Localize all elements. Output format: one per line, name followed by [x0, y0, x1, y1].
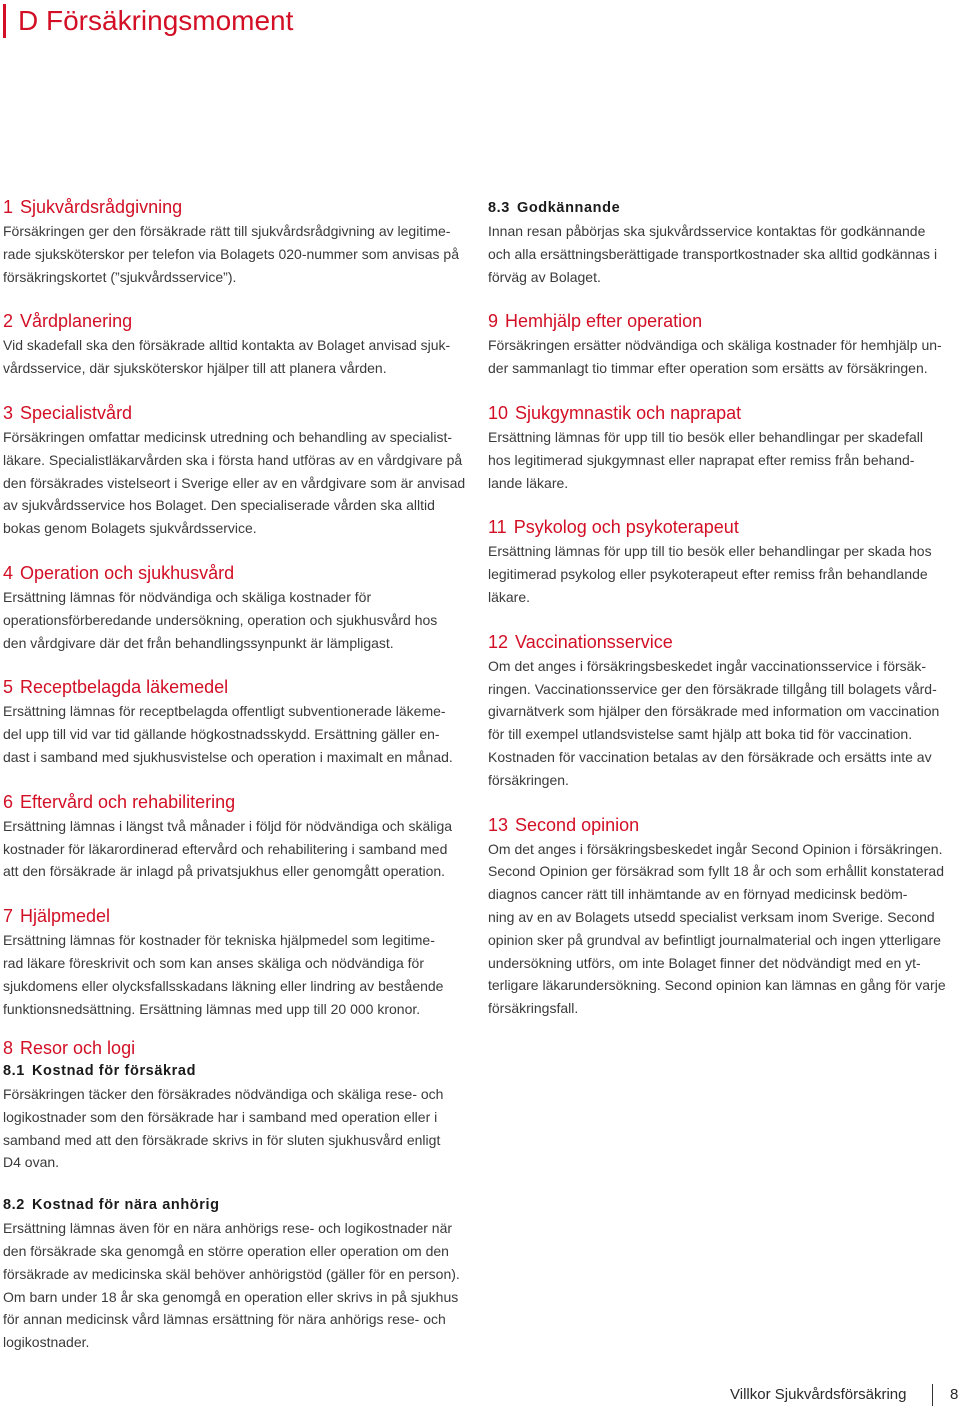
text-line: operationsförberedande undersökning, operation och sjukhusvård hos [3, 611, 438, 628]
section-body [488, 838, 948, 1020]
subsection-title: Godkännande [516, 200, 621, 216]
section-heading [3, 401, 468, 425]
footer-document-name: Villkor Sjukvårdsförsäkring [730, 1386, 907, 1403]
section-number: 11 [488, 517, 507, 538]
section-5 [3, 675, 468, 768]
section-number: 1 [3, 197, 14, 217]
subsection-number: 8.1 [3, 1063, 25, 1079]
section-number: 13 [488, 814, 509, 835]
section-heading [3, 195, 468, 219]
text-line: opinion sker på grundval av befintligt journalmaterial och ingen ytterligare [488, 931, 941, 948]
text-line: läkare. Specialistläkarvården ska i första hand utföras av en vårdgivare på [3, 451, 463, 468]
section-heading [488, 630, 948, 654]
section-number: 6 [3, 791, 14, 812]
section-10 [488, 401, 948, 494]
text-line: den försäkrade ska genomgå en större operation eller operation om den [3, 1242, 449, 1259]
section-number: 8 [3, 1038, 14, 1058]
text-line: Ersättning lämnas för kostnader för tekniska hjälpmedel som legitime- [3, 932, 435, 949]
section-body [3, 334, 468, 380]
text-line: funktionsnedsättning. Ersättning lämnas med upp till 20 000 kronor. [3, 1000, 421, 1017]
text-line: för till exempel utlandsvistelse samt hjälp att boka tid för vaccination. [488, 726, 913, 743]
section-body [488, 334, 948, 380]
section-body [3, 426, 468, 540]
text-line: Försäkringen täcker den försäkrades nödvändiga och skäliga rese- och [3, 1086, 444, 1102]
section-heading [3, 309, 468, 333]
section-body [3, 586, 468, 654]
text-line: att den försäkrade är inlagd på privatsjukhus eller genomgått operation. [3, 863, 446, 880]
section-13 [488, 813, 948, 1020]
section-9 [488, 309, 948, 380]
text-line: legitimerad psykolog eller psykoterapeut efter remiss från behandlande [488, 566, 928, 583]
text-line: Innan resan påbörjas ska sjukvårdsservice kontaktas för godkännande [488, 223, 926, 239]
section-number: 3 [3, 402, 14, 423]
text-line: Ersättning lämnas för upp till tio besök eller behandlingar per skadefall [488, 428, 924, 445]
text-line: der sammanlagt tio timmar efter operation som ersätts av försäkringen. [488, 360, 928, 377]
subsection-body [488, 220, 948, 288]
section-12 [488, 630, 948, 792]
text-line: Vid skadefall ska den försäkrade alltid kontakta av Bolaget anvisad sjuk- [3, 337, 451, 354]
section-title: Hjälpmedel [20, 906, 111, 927]
page-title: D Försäkringsmoment [18, 5, 294, 36]
text-line: försäkringen. [488, 771, 569, 788]
subsection-heading [3, 1061, 468, 1082]
text-line: undersökning utförs, om inte Bolaget finner det nödvändigt med en yt- [488, 954, 921, 971]
text-line: rad läkare föreskrivit och som kan anses skäliga och nödvändiga för [3, 954, 424, 971]
text-line: lande läkare. [488, 474, 569, 491]
section-heading [488, 309, 948, 333]
text-line: ning av en av Bolagets utsedd specialist verksam inom Sverige. Second [488, 908, 935, 925]
section-heading [3, 904, 468, 928]
subsection-body [3, 1217, 468, 1354]
text-line: terligare läkarundersökning. Second opinion kan lämnas en gång för varje [488, 977, 946, 994]
page-footer [730, 1380, 960, 1408]
section-number: 12 [488, 631, 509, 652]
text-line: rade sjuksköterskor per telefon via Bolagets 020-nummer som anvisas på [3, 245, 459, 262]
text-line: Kostnaden för vaccination betalas av den försäkrade och ersätts inte av [488, 748, 932, 765]
section-heading [488, 401, 948, 425]
section-heading [488, 515, 948, 539]
section-title: Sjukvårdsrådgivning [20, 197, 183, 217]
text-line: Ersättning lämnas för nödvändiga och skäliga kostnader för [3, 588, 372, 605]
section-body [488, 426, 948, 494]
section-body [3, 700, 468, 768]
section-title: Resor och logi [20, 1038, 136, 1058]
section-title: Psykolog och psykoterapeut [513, 517, 739, 538]
section-number: 7 [3, 906, 14, 927]
text-line: dast i samband med sjukhusvistelse och operation i maximalt en månad. [3, 748, 453, 765]
text-line: av sjukvårdsservice hos Bolaget. Den specialiserade vården ska alltid [3, 497, 435, 514]
subsection-body [3, 1083, 468, 1174]
text-line: D4 ovan. [3, 1154, 60, 1171]
text-line: för annan medicinsk vård lämnas ersättning för nära anhörigs rese- och [3, 1311, 446, 1328]
left-column [3, 195, 468, 1041]
text-line: logikostnader som den försäkrade har i samband med operation eller i [3, 1108, 438, 1125]
text-line: försäkrade av medicinska skäl behöver anhörigstöd (gäller för en person). [3, 1265, 460, 1282]
section-1 [3, 195, 468, 288]
right-column [488, 198, 948, 1041]
text-line: vårdsservice, där sjuksköterskor hjälper till att planera vården. [3, 360, 387, 377]
subsection-title: Kostnad för försäkrad [31, 1063, 197, 1079]
text-line: logikostnader. [3, 1334, 90, 1351]
text-line: kostnader för läkarordinerad eftervård och rehabilitering i samband med [3, 840, 448, 857]
section-body [3, 929, 468, 1020]
section-3 [3, 401, 468, 540]
page-number: 8 [950, 1386, 959, 1403]
text-line: den försäkrades vistelseort i Sverige eller av en vårdgivare som är anvisad [3, 474, 466, 491]
text-line: förväg av Bolaget. [488, 268, 601, 285]
section-number: 5 [3, 677, 14, 698]
section-heading [3, 675, 468, 699]
section-heading [488, 813, 948, 837]
section-title: Sjukgymnastik och naprapat [515, 402, 742, 423]
text-line: försäkringskortet (”sjukvårdsservice”). [3, 268, 237, 285]
subsection-heading [488, 198, 948, 219]
section-2 [3, 309, 468, 380]
subsection-number: 8.3 [488, 200, 510, 216]
section-number: 2 [3, 311, 14, 332]
section-body [488, 540, 948, 608]
text-line: Om det anges i försäkringsbeskedet ingår vaccinationsservice i försäk- [488, 657, 927, 674]
text-line: försäkringsfall. [488, 1000, 579, 1017]
page-title-bar [3, 4, 293, 38]
text-line: hos legitimerad sjukgymnast eller naprapat efter remiss från behand- [488, 451, 915, 468]
text-line: läkare. [488, 588, 531, 605]
subsection-8-3 [488, 198, 948, 288]
subsection-title: Kostnad för nära anhörig [31, 1197, 220, 1214]
text-line: Försäkringen omfattar medicinsk utredning och behandling av specialist- [3, 428, 453, 445]
text-line: Om det anges i försäkringsbeskedet ingår Second Opinion i försäkringen. [488, 840, 943, 857]
section-11 [488, 515, 948, 608]
text-line: Second Opinion ger försäkrad som fyllt 18 år och som erhållit konstaterad [488, 863, 945, 880]
text-line: Ersättning lämnas även för en nära anhörigs rese- och logikostnader när [3, 1220, 453, 1237]
section-heading-8 [3, 1036, 468, 1060]
text-line: Om barn under 18 år ska genomgå en operation eller skrivs in på sjukhus [3, 1288, 459, 1305]
text-line: del upp till vid var tid gällande högkostnadsskydd. Ersättning gäller en- [3, 726, 440, 743]
section-heading [3, 790, 468, 814]
text-line: diagnos cancer rätt till inhämtande av en förnyad medicinsk bedöm- [488, 886, 908, 903]
section-title: Vaccinationsservice [515, 631, 673, 652]
text-line: givarnätverk som hjälper den försäkrade med information om vaccination [488, 703, 940, 720]
section-heading [3, 561, 468, 585]
section-number: 4 [3, 562, 14, 583]
section-title: Hemhjälp efter operation [505, 311, 703, 332]
subsection-heading [3, 1195, 468, 1216]
text-line: sjukdomens eller olycksfallsskadans läkning eller lindring av bestående [3, 977, 444, 994]
section-body [3, 220, 468, 288]
text-line: och alla ersättningsberättigade transportkostnader ska alltid godkännas i [488, 245, 938, 262]
section-body [488, 655, 948, 792]
section-title: Vårdplanering [20, 311, 133, 332]
section-title: Eftervård och rehabilitering [20, 791, 236, 812]
subsection-number: 8.2 [3, 1197, 25, 1214]
text-line: den vårdgivare där det från behandlingssynpunkt är lämpligast. [3, 634, 394, 651]
bottom-left-column [3, 1036, 468, 1375]
section-number: 9 [488, 311, 499, 332]
text-line: Ersättning lämnas i längst två månader i följd för nödvändiga och skäliga [3, 817, 453, 834]
section-7 [3, 904, 468, 1020]
text-line: Försäkringen ersätter nödvändiga och skäliga kostnader för hemhjälp un- [488, 337, 942, 354]
text-line: Försäkringen ger den försäkrade rätt till sjukvårdsrådgivning av legitime- [3, 223, 451, 239]
section-number: 10 [488, 402, 509, 423]
section-4 [3, 561, 468, 654]
section-title: Operation och sjukhusvård [20, 562, 235, 583]
text-line: bokas genom Bolagets sjukvårdsservice. [3, 520, 257, 537]
section-title: Second opinion [515, 814, 640, 835]
section-6 [3, 790, 468, 883]
text-line: Ersättning lämnas för receptbelagda offentligt subventionerade läkeme- [3, 703, 446, 720]
text-line: samband med att den försäkrade skrivs in för sluten sjukhusvård enligt [3, 1131, 441, 1148]
section-title: Specialistvård [20, 402, 133, 423]
section-title: Receptbelagda läkemedel [20, 677, 229, 698]
section-body [3, 815, 468, 883]
text-line: Ersättning lämnas för upp till tio besök eller behandlingar per skada hos [488, 543, 932, 560]
text-line: ringen. Vaccinationsservice ger den försäkrade tillgång till bolagets vård- [488, 680, 937, 697]
subsection-8.1 [3, 1061, 468, 1174]
footer-divider [932, 1384, 933, 1406]
subsection-8.2 [3, 1195, 468, 1354]
